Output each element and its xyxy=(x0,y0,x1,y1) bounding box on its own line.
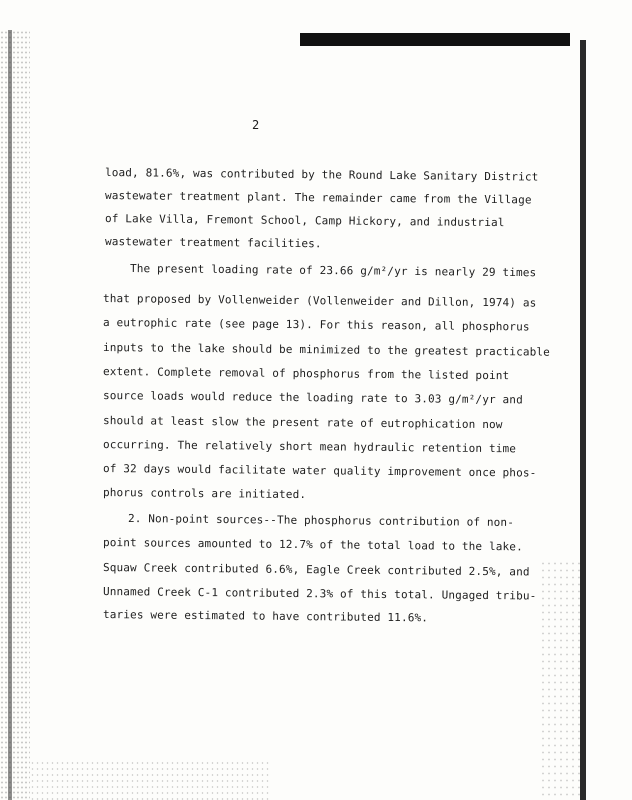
page-number: 2 xyxy=(252,118,260,132)
scan-left-edge xyxy=(0,30,30,800)
text-line: wastewater treatment plant. The remainder came from the Village xyxy=(104,189,532,207)
scan-right-speckle xyxy=(540,560,580,800)
text-line: of 32 days would facilitate water quality improvement once phos- xyxy=(102,462,537,480)
text-line: a eutrophic rate (see page 13). For this reason, all phosphorus xyxy=(102,316,530,334)
text-line: occurring. The relatively short mean hydraulic retention time xyxy=(102,438,517,456)
text-line: The present loading rate of 23.66 g/m²/yr is nearly 29 times xyxy=(129,262,537,280)
scan-left-shadow xyxy=(8,30,12,800)
text-line: inputs to the lake should be minimized to the greatest practicable xyxy=(102,341,551,359)
text-line: load, 81.6%, was contributed by the Round Lake Sanitary District xyxy=(104,166,539,184)
text-line: that proposed by Vollenweider (Vollenweider and Dillon, 1974) as xyxy=(102,292,537,310)
text-line: phorus controls are initiated. xyxy=(102,486,307,502)
scan-top-bar xyxy=(300,33,570,46)
text-line: should at least slow the present rate of eutrophication now xyxy=(102,414,503,432)
text-line: extent. Complete removal of phosphorus from the listed point xyxy=(102,365,510,383)
text-line: source loads would reduce the loading rate to 3.03 g/m²/yr and xyxy=(102,389,523,407)
scan-right-edge xyxy=(580,40,586,800)
text-line: point sources amounted to 12.7% of the total load to the lake. xyxy=(102,536,523,554)
text-line: Unnamed Creek C-1 contributed 2.3% of this total. Ungaged tribu- xyxy=(102,585,537,603)
scan-bottom-speckle xyxy=(30,760,270,800)
text-line: 2. Non-point sources--The phosphorus contribution of non- xyxy=(127,512,515,530)
text-line: of Lake Villa, Fremont School, Camp Hickory, and industrial xyxy=(104,212,505,230)
text-line: Squaw Creek contributed 6.6%, Eagle Creek contributed 2.5%, and xyxy=(102,561,530,579)
text-line: taries were estimated to have contributed 11.6%. xyxy=(102,608,429,625)
text-line: wastewater treatment facilities. xyxy=(104,235,322,251)
